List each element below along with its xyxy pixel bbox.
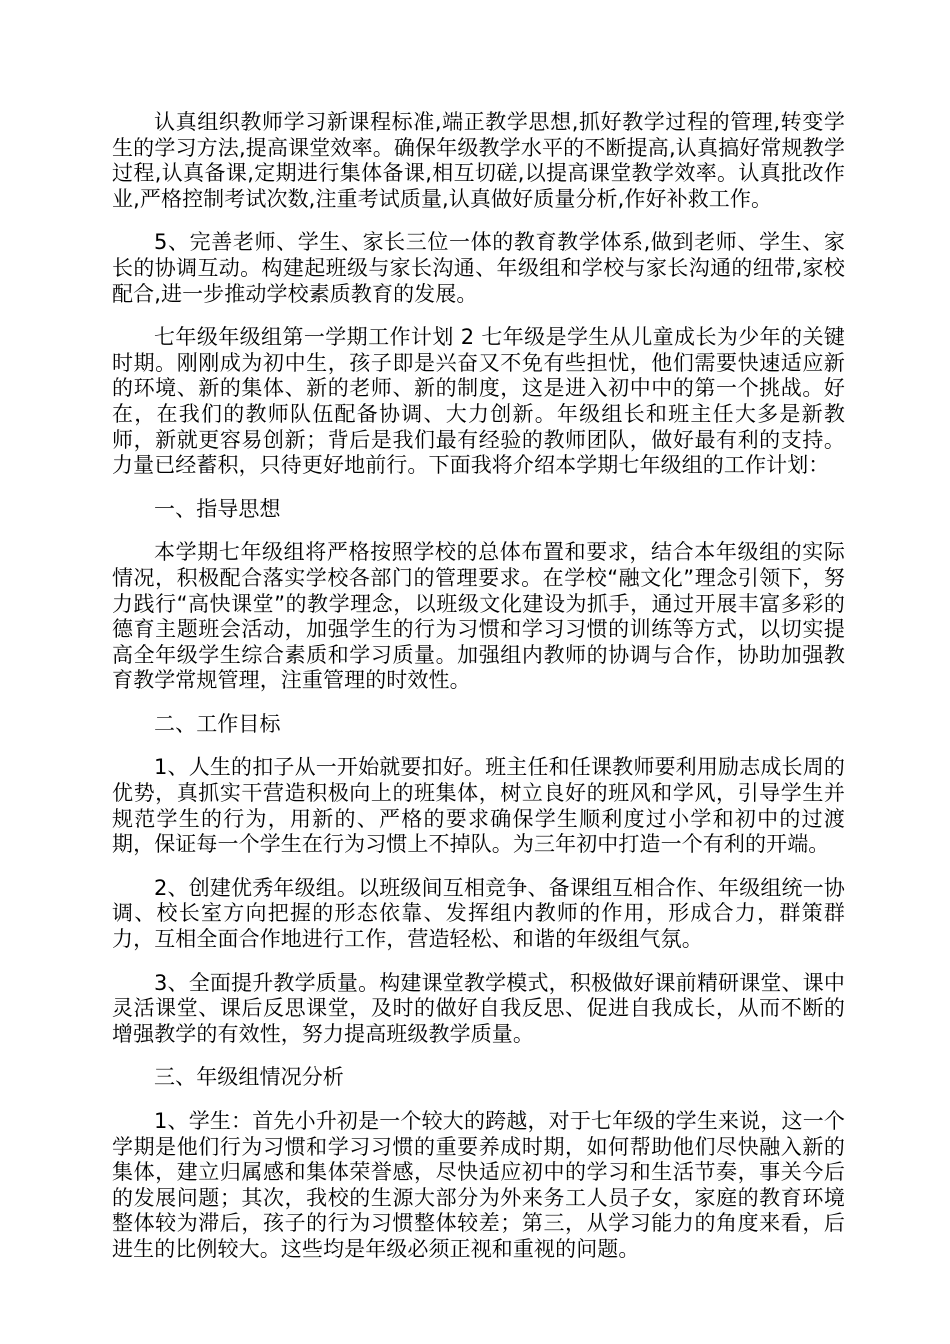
paragraph-goal-1: 1、人生的扣子从一开始就要扣好。班主任和任课教师要利用励志成长周的优势，真抓实干营造积极向上的班集体，树立良好的班风和学风，引导学生并规范学生的行为，用新的、严格的要求确保学生顺利度过小学和初中的过渡期，保证每一个学生在行为习惯上不掉队。为三年初中打造一个有利的开端。 bbox=[112, 755, 845, 857]
paragraph-plan-intro: 七年级年级组第一学期工作计划 2 七年级是学生从儿童成长为少年的关键时期。刚刚成为初中生，孩子即是兴奋又不免有些担忧，他们需要快速适应新的环境、新的集体、新的老师、新的制度，这是进入初中中的第一个挑战。好在，在我们的教师队伍配备协调、大力创新。年级组长和班主任大多是新教师，新就更容易创新；背后是我们最有经验的教师团队，做好最有利的支持。力量已经蓄积，只待更好地前行。下面我将介绍本学期七年级组的工作计划： bbox=[112, 325, 845, 478]
section-heading-situation-analysis: 三、年级组情况分析 bbox=[154, 1065, 344, 1090]
paragraph-item-5: 5、完善老师、学生、家长三位一体的教育教学体系,做到老师、学生、家长的协调互动。构建起班级与家长沟通、年级组和学校与家长沟通的纽带,家校配合,进一步推动学校素质教育的发展。 bbox=[112, 230, 845, 306]
section-heading-work-goals: 二、工作目标 bbox=[154, 711, 281, 736]
section-heading-guiding-thought: 一、指导思想 bbox=[154, 496, 281, 521]
paragraph-goal-2: 2、创建优秀年级组。以班级间互相竞争、备课组互相合作、年级组统一协调、校长室方向把握的形态依靠、发挥组内教师的作用，形成合力，群策群力，互相全面合作地进行工作，营造轻松、和谐的年级组气氛。 bbox=[112, 875, 845, 952]
paragraph-goal-3: 3、全面提升教学质量。构建课堂教学模式，积极做好课前精研课堂、课中灵活课堂、课后反思课堂，及时的做好自我反思、促进自我成长，从而不断的增强教学的有效性，努力提高班级教学质量。 bbox=[112, 970, 845, 1046]
document-page bbox=[112, 110, 845, 1281]
paragraph-analysis-students: 1、学生：首先小升初是一个较大的跨越，对于七年级的学生来说，这一个学期是他们行为习惯和学习习惯的重要养成时期，如何帮助他们尽快融入新的集体，建立归属感和集体荣誉感，尽快适应初中的学习和生活节奏，事关今后的发展问题；其次，我校的生源大部分为外来务工人员子女，家庭的教育环境整体较为滞后，孩子的行为习惯整体较差；第三，从学习能力的角度来看，后进生的比例较大。这些均是年级必须正视和重视的问题。 bbox=[112, 1109, 845, 1261]
paragraph-teaching-management: 认真组织教师学习新课程标准,端正教学思想,抓好教学过程的管理,转变学生的学习方法,提高课堂效率。确保年级教学水平的不断提高,认真搞好常规教学过程,认真备课,定期进行集体备课,相互切磋,以提高课堂教学效率。认真批改作业,严格控制考试次数,注重考试质量,认真做好质量分析,作好补救工作。 bbox=[112, 110, 845, 211]
paragraph-guiding-thought: 本学期七年级组将严格按照学校的总体布置和要求，结合本年级组的实际情况，积极配合落实学校各部门的管理要求。在学校“融文化”理念引领下，努力践行“高快课堂”的教学理念，以班级文化建设为抓手，通过开展丰富多彩的德育主题班会活动，加强学生的行为习惯和学习习惯的训练等方式，以切实提高全年级学生综合素质和学习质量。加强组内教师的协调与合作，协助加强教育教学常规管理，注重管理的时效性。 bbox=[112, 540, 845, 693]
